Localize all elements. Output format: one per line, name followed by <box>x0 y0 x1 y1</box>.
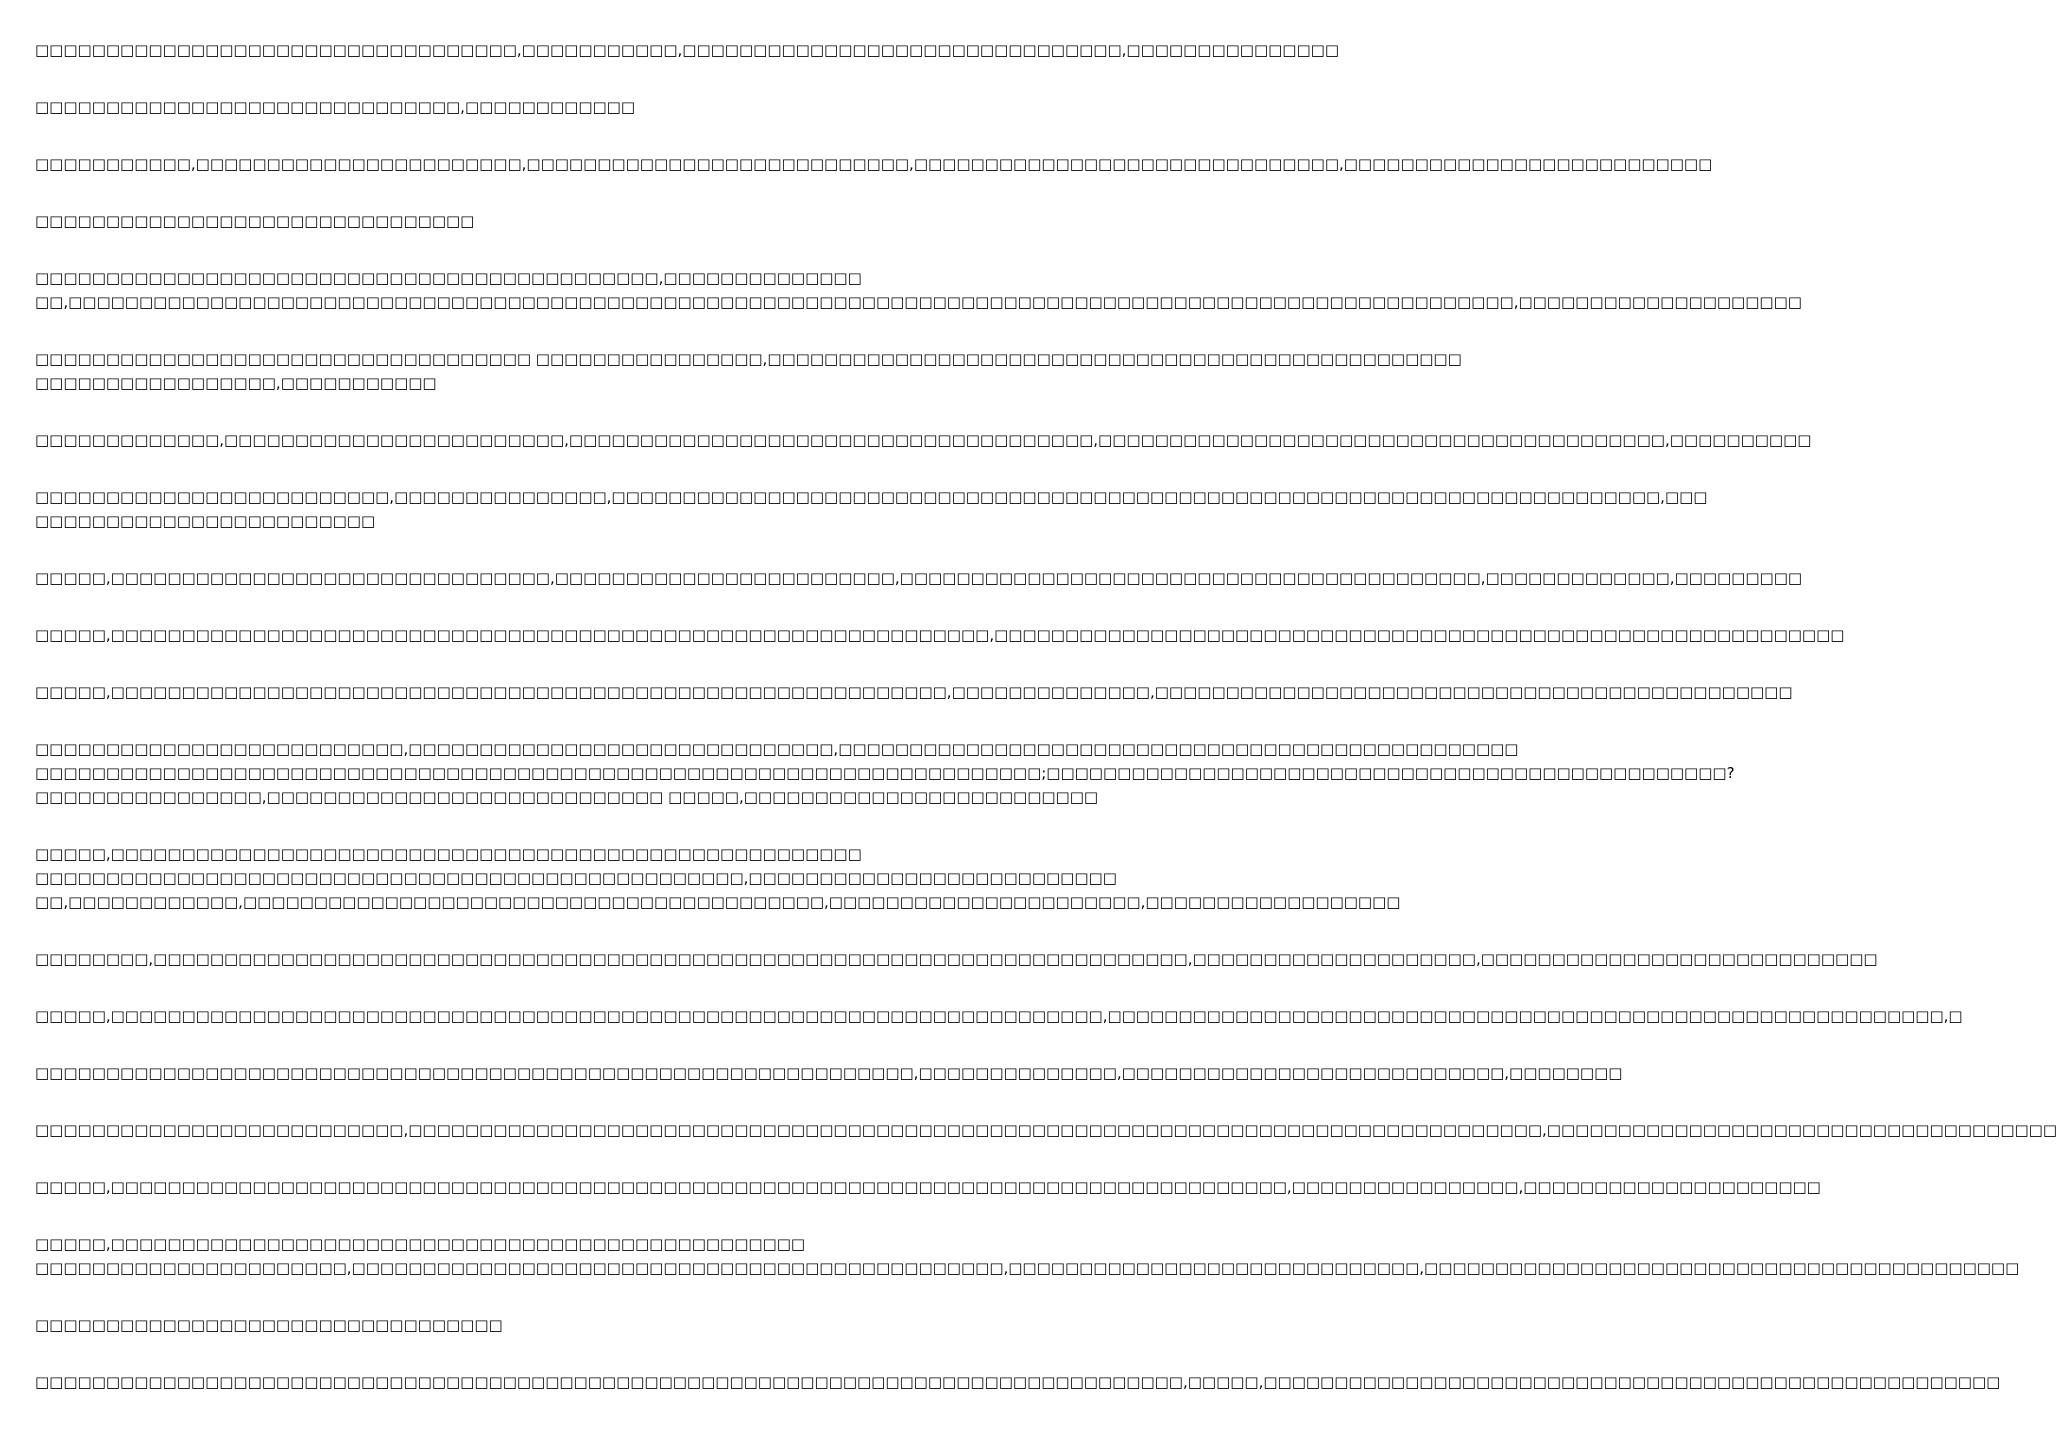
text-line: □□□□□□□□,□□□□□□□□□□□□□□□□□□□□□□□□□□□□□□□□□□□□□□□□□□□□□□□□□□□□□□□□□□□□□□□□□□□□□□□□□,□□□□□□□□□□□□□□□□□□□□,□□□□□□□□□□□□□□□□□□□□□□□□□□□□ <box>35 950 1878 968</box>
paragraph <box>35 209 990 233</box>
text-line: □□□□□□□□□□□□□□□□□□□□□□□□□□□□□□□□□ <box>35 1316 503 1334</box>
text-line: □□□□□,□□□□□□□□□□□□□□□□□□□□□□□□□□□□□□□□□□□□□□□□□□□□□□□□□□□□□ <box>35 845 862 863</box>
text-line: □□□□□□□□□□□□□□□□□□□□□□□□□□,□□□□□□□□□□□□□□□□□□□□□□□□□□□□□□□□□□□□□□□□□□□□□□□□□□□□□□□□□□□□□□□□□□□□□□□□□□□□□□□□,□□□□□□□□□□□□□□□□□□□□□□□□□□□□□□□□□□□□ <box>35 1121 2057 1139</box>
paragraph <box>35 1004 1963 1028</box>
paragraph <box>35 1175 1821 1199</box>
paragraph <box>35 95 990 119</box>
paragraph <box>35 266 1802 314</box>
text-line: □□□□□,□□□□□□□□□□□□□□□□□□□□□□□□□□□□□□□□□□□□□□□□□□□□□□□□□□□□□□□□□□□□□□,□□□□□□□□□□□□□□□□□□□□□□□□□□□□□□□□□□□□□□□□□□□□□□□□□□□□□□□□□□□□ <box>35 626 1845 644</box>
text-line: □□□□□□□□□□□□□□□□,□□□□□□□□□□□□□□□□□□□□□□□□□□□□ □□□□□,□□□□□□□□□□□□□□□□□□□□□□□□□ <box>35 788 1099 806</box>
paragraph <box>35 485 1708 533</box>
text-line: □□,□□□□□□□□□□□□□□□□□□□□□□□□□□□□□□□□□□□□□□□□□□□□□□□□□□□□□□□□□□□□□□□□□□□□□□□□□□□□□□□□□□□□□□□□□□□□□□□□□□□□□□,□□□□□□□□□□□□□□□□□□□□ <box>35 293 1802 311</box>
text-line: □□□□□□□□□□□□□□□□□□□□□□□□□□□□□□□□□□□□□□□□□□□□□□□□□□□□□□□□□□□□□□□□□□□□□□□;□□□□□□□□□□□□□□□□□□□□□□□□□□□□□□□□□□□□□□□□□□□□□□□□? <box>35 764 1735 782</box>
text-line: □□□□□□□□□□□□□□□□□□□□□□□□□□□□□□,□□□□□□□□□□□□ <box>35 98 636 116</box>
paragraph <box>35 1118 2057 1142</box>
text-line: □□,□□□□□□□□□□□□,□□□□□□□□□□□□□□□□□□□□□□□□□□□□□□□□□□□□□□□□□,□□□□□□□□□□□□□□□□□□□□□□,□□□□□□□□□□□□□□□□□□ <box>35 893 1401 911</box>
text-line: □□□□□□□□□□□□□□□□□□□□□□□□□□□□□□□□□□□ □□□□□□□□□□□□□□□□,□□□□□□□□□□□□□□□□□□□□□□□□□□□□□□□□□□□□□□□□□□□□□□□□□ <box>35 350 1462 368</box>
text-line: □□□□□,□□□□□□□□□□□□□□□□□□□□□□□□□□□□□□□□□□□□□□□□□□□□□□□□□□□□□□□□□□□,□□□□□□□□□□□□□□,□□□□□□□□□□□□□□□□□□□□□□□□□□□□□□□□□□□□□□□□□□□□□ <box>35 683 1793 701</box>
paragraph <box>35 1313 990 1337</box>
paragraph <box>35 842 1401 914</box>
paragraph <box>35 38 1339 62</box>
text-line: □□□□□□□□□□□□□□□□□□□□□□□□□,□□□□□□□□□□□□□□□,□□□□□□□□□□□□□□□□□□□□□□□□□□□□□□□□□□□□□□□□□□□□□□□□□□□□□□□□□□□□□□□□□□□□□□□□□□,□□□ <box>35 488 1708 506</box>
text-line: □□□□□□□□□□□□□,□□□□□□□□□□□□□□□□□□□□□□□□,□□□□□□□□□□□□□□□□□□□□□□□□□□□□□□□□□□□□□,□□□□□□□□□□□□□□□□□□□□□□□□□□□□□□□□□□□□□□□□,□□□□□□□□□□ <box>35 431 1812 449</box>
paragraph <box>35 623 1845 647</box>
text-line: □□□□□,□□□□□□□□□□□□□□□□□□□□□□□□□□□□□□□,□□□□□□□□□□□□□□□□□□□□□□□□,□□□□□□□□□□□□□□□□□□□□□□□□□□□□□□□□□□□□□□□□□,□□□□□□□□□□□□□,□□□□□□□□□ <box>35 569 1803 587</box>
text-line: □□□□□□□□□□□□□□□□□,□□□□□□□□□□□ <box>35 374 437 392</box>
paragraph <box>35 737 1735 809</box>
paragraph <box>35 680 1793 704</box>
text-line: □□□□□,□□□□□□□□□□□□□□□□□□□□□□□□□□□□□□□□□□□□□□□□□□□□□□□□□ <box>35 1235 806 1253</box>
text-line: □□□□□□□□□□□□□□□□□□□□□□□□ <box>35 512 376 530</box>
text-line: □□□□□□□□□□□□□□□□□□□□□□,□□□□□□□□□□□□□□□□□□□□□□□□□□□□□□□□□□□□□□□□□□□□□□,□□□□□□□□□□□□□□□□□□□□□□□□□□□□□,□□□□□□□□□□□□□□□□□□□□□□□□□□□□□□□□□□□□□□□□□□ <box>35 1259 2020 1277</box>
paragraph <box>35 947 1878 971</box>
text-line: □□□□□□□□□□□□□□□□□□□□□□□□□□,□□□□□□□□□□□□□□□□□□□□□□□□□□□□□□,□□□□□□□□□□□□□□□□□□□□□□□□□□□□□□□□□□□□□□□□□□□□□□□□ <box>35 740 1519 758</box>
text-line: □□□□□□□□□□□□□□□□□□□□□□□□□□□□□□□□□□,□□□□□□□□□□□,□□□□□□□□□□□□□□□□□□□□□□□□□□□□□□□,□□□□□□□□□□□□□□□ <box>35 41 1339 59</box>
text-line: □□□□□,□□□□□□□□□□□□□□□□□□□□□□□□□□□□□□□□□□□□□□□□□□□□□□□□□□□□□□□□□□□□□□□□□□□□□□□□□□□□□□□□□□□,□□□□□□□□□□□□□□□□,□□□□□□□□□□□□□□□□□□□□□ <box>35 1178 1821 1196</box>
paragraph <box>35 1370 2001 1394</box>
paragraph <box>35 347 1462 395</box>
paragraph <box>35 1061 1623 1085</box>
paragraph <box>35 428 1812 452</box>
document-body <box>35 38 2057 1427</box>
text-line: □□□□□□□□□□□□□□□□□□□□□□□□□□□□□□□□□□□□□□□□□□□□□□□□□□□□□□□□□□□□□□,□□□□□□□□□□□□□□,□□□□□□□□□□□□□□□□□□□□□□□□□□□,□□□□□□□□ <box>35 1064 1623 1082</box>
text-line: □□□□□□□□□□□□□□□□□□□□□□□□□□□□□□□□□□□□□□□□□□□□,□□□□□□□□□□□□□□ <box>35 269 862 287</box>
paragraph <box>35 152 1713 176</box>
text-line: □□□□□□□□□□□□□□□□□□□□□□□□□□□□□□□□□□□□□□□□□□□□□□□□□□□□□□□□□□□□□□□□□□□□□□□□□□□□□□□□□,□□□□□,□□□□□□□□□□□□□□□□□□□□□□□□□□□□□□□□□□□□□□□□□□□□□□□□□□□□ <box>35 1373 2001 1391</box>
text-line: □□□□□□□□□□□,□□□□□□□□□□□□□□□□□□□□□□□,□□□□□□□□□□□□□□□□□□□□□□□□□□□,□□□□□□□□□□□□□□□□□□□□□□□□□□□□□□,□□□□□□□□□□□□□□□□□□□□□□□□□□ <box>35 155 1713 173</box>
text-line: □□□□□,□□□□□□□□□□□□□□□□□□□□□□□□□□□□□□□□□□□□□□□□□□□□□□□□□□□□□□□□□□□□□□□□□□□□□□,□□□□□□□□□□□□□□□□□□□□□□□□□□□□□□□□□□□□□□□□□□□□□□□□□□□□□□□□□□□,□ <box>35 1007 1963 1025</box>
paragraph <box>35 1232 2020 1280</box>
text-line: □□□□□□□□□□□□□□□□□□□□□□□□□□□□□□□ <box>35 212 475 230</box>
paragraph <box>35 566 1803 590</box>
text-line: □□□□□□□□□□□□□□□□□□□□□□□□□□□□□□□□□□□□□□□□□□□□□□□□□□,□□□□□□□□□□□□□□□□□□□□□□□□□□ <box>35 869 1117 887</box>
